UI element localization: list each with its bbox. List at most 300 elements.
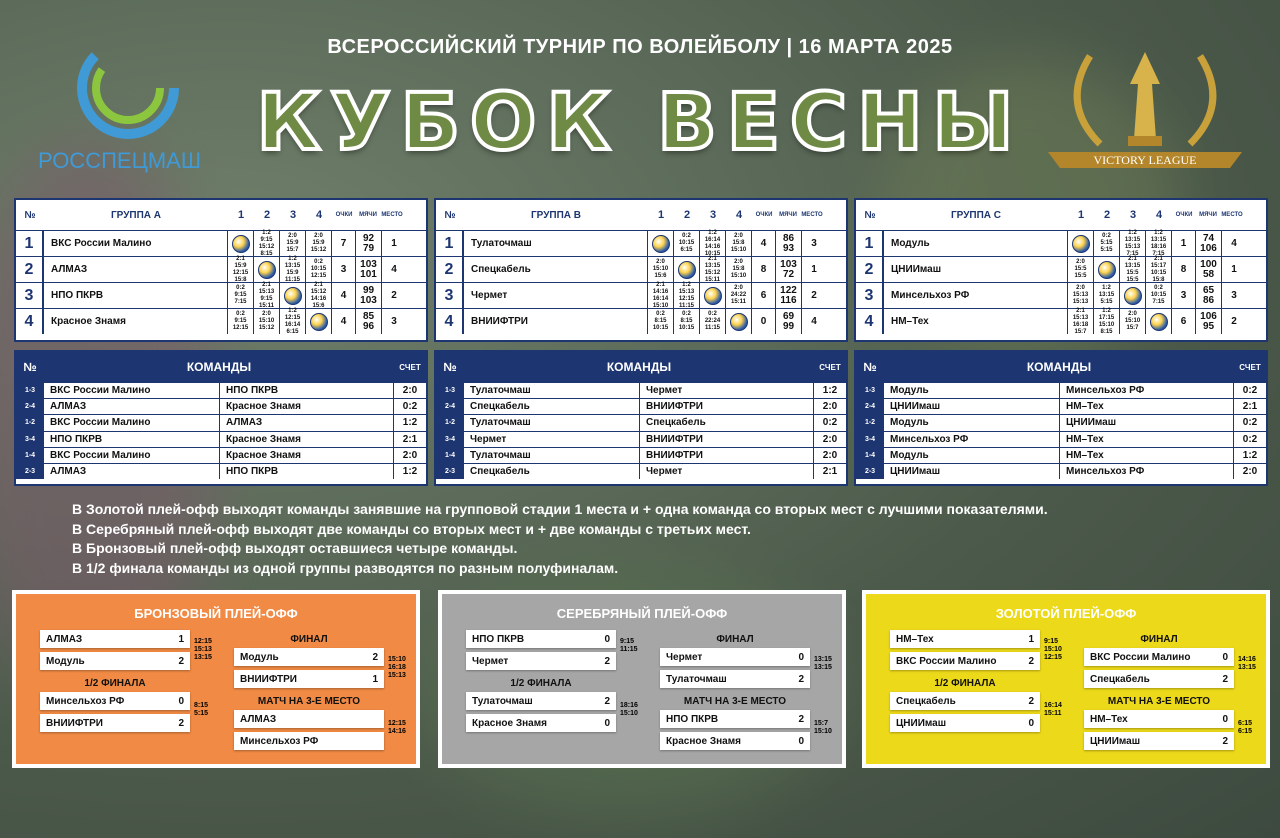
col-balls: МЯЧИ xyxy=(359,212,377,218)
team-home: ЦНИИмаш xyxy=(884,464,1060,479)
col-team-2: 2 xyxy=(683,209,691,221)
team-name: АЛМАЗ xyxy=(46,633,83,645)
result-cell: 2:0 15:10 15:7 xyxy=(1120,309,1146,334)
match-pair: 2-4 xyxy=(856,399,884,414)
bracket-team xyxy=(1084,710,1234,728)
group-table-header xyxy=(16,200,426,230)
team-name: Красное Знамя xyxy=(666,735,741,747)
bracket-team xyxy=(40,652,190,670)
match-score: 2:0 xyxy=(822,449,838,461)
semifinal-label: 1/2 ФИНАЛА xyxy=(84,678,146,689)
match-row xyxy=(856,447,1266,463)
bracket-team xyxy=(1084,732,1234,750)
team-name: НМ–Тех xyxy=(896,633,934,645)
match-row xyxy=(856,382,1266,398)
match-row xyxy=(16,398,426,414)
match-pair: 1-4 xyxy=(436,448,464,463)
match-score: 0:2 xyxy=(402,401,418,413)
team-score: 2 xyxy=(604,695,610,707)
bracket-team xyxy=(660,648,810,666)
diagonal-cell xyxy=(306,309,332,334)
team-away: ВНИИФТРИ xyxy=(640,432,814,447)
team-away: АЛМАЗ xyxy=(220,415,394,430)
result-cell: 2:1 13:15 15:12 15:11 xyxy=(700,257,726,282)
match-pair: 1-2 xyxy=(16,415,44,430)
team-balls: 74 106 xyxy=(1196,231,1222,256)
team-place: 4 xyxy=(391,263,397,275)
team-name: ЦНИИмаш xyxy=(1090,735,1141,747)
team-home: Спецкабель xyxy=(464,399,640,414)
team-home: Минсельхоз РФ xyxy=(884,432,1060,447)
team-name: Спецкабель xyxy=(1090,673,1150,685)
set-scores: 16:14 15:11 xyxy=(1044,702,1062,717)
playoff-title: ЗОЛОТОЙ ПЛЕЙ-ОФФ xyxy=(995,606,1137,621)
match-row xyxy=(436,431,846,447)
third-place-label: МАТЧ НА 3-Е МЕСТО xyxy=(1107,696,1211,707)
bracket-team xyxy=(1084,670,1234,688)
bracket-team xyxy=(890,692,1040,710)
set-scores: 14:16 13:15 xyxy=(1238,656,1256,671)
group-name: ГРУППА А xyxy=(110,209,162,221)
result-cell: 2:0 15:8 15:10 xyxy=(726,257,752,282)
match-row xyxy=(856,414,1266,430)
team-balls: 69 99 xyxy=(776,309,802,334)
match-row xyxy=(856,463,1266,479)
diagonal-cell xyxy=(254,257,280,282)
team-score: 1 xyxy=(1028,633,1034,645)
result-cell: 1:2 17:15 15:10 8:15 xyxy=(1094,309,1120,334)
result-cell: 0:2 10:15 7:15 xyxy=(1146,283,1172,308)
diagonal-cell xyxy=(726,309,752,334)
team-balls: 65 86 xyxy=(1196,283,1222,308)
team-points: 6 xyxy=(1172,309,1196,334)
team-score: 2 xyxy=(1222,735,1228,747)
team-number: 1 xyxy=(856,231,884,256)
team-balls: 122 116 xyxy=(776,283,802,308)
match-score: 0:2 xyxy=(1242,417,1258,429)
team-home: НПО ПКРВ xyxy=(44,432,220,447)
group-table-2 xyxy=(854,198,1268,342)
result-cell: 2:1 15:13 16:18 15:7 xyxy=(1068,309,1094,334)
team-points: 8 xyxy=(1172,257,1196,282)
col-team-1: 1 xyxy=(657,209,665,221)
match-pair: 1-2 xyxy=(436,415,464,430)
team-score: 0 xyxy=(604,717,610,729)
team-away: Красное Знамя xyxy=(220,432,394,447)
result-cell: 2:0 15:8 15:10 xyxy=(726,231,752,256)
match-score: 2:0 xyxy=(1242,466,1258,478)
team-number: 4 xyxy=(856,309,884,334)
result-cell: 1:2 13:15 15:13 7:15 xyxy=(1120,231,1146,256)
team-name: Красное Знамя xyxy=(472,717,547,729)
team-name: ВНИИФТРИ xyxy=(464,309,648,334)
team-name: ЦНИИмаш xyxy=(884,257,1068,282)
team-score: 0 xyxy=(1222,713,1228,725)
matches-header xyxy=(16,352,426,382)
match-score: 1:2 xyxy=(822,385,838,397)
set-scores: 12:15 15:13 13:15 xyxy=(194,638,212,661)
bracket-team xyxy=(890,714,1040,732)
group-name: ГРУППА В xyxy=(530,209,582,221)
group-table-header xyxy=(856,200,1266,230)
team-number: 1 xyxy=(436,231,464,256)
result-cell: 2:0 15:5 15:5 xyxy=(1068,257,1094,282)
set-scores: 9:15 15:10 12:15 xyxy=(1044,638,1062,661)
result-cell: 2:0 15:10 15:12 xyxy=(254,309,280,334)
team-points: 1 xyxy=(1172,231,1196,256)
team-name: Модуль xyxy=(240,651,279,663)
team-name: Чермет xyxy=(472,655,509,667)
team-name: Спецкабель xyxy=(464,257,648,282)
matches-table-2 xyxy=(854,350,1268,486)
match-score: 2:0 xyxy=(402,385,418,397)
team-home: Модуль xyxy=(884,383,1060,398)
team-score: 2 xyxy=(798,673,804,685)
note-line: В 1/2 финала команды из одной группы разводятся по разным полуфиналам. xyxy=(72,559,619,576)
result-cell: 0:2 8:15 10:15 xyxy=(648,309,674,334)
team-score: 2 xyxy=(604,655,610,667)
team-score: 0 xyxy=(798,735,804,747)
bracket-team xyxy=(234,710,384,728)
col-team-3: 3 xyxy=(1129,209,1137,221)
group-row xyxy=(856,282,1266,308)
team-name: АЛМАЗ xyxy=(240,713,277,725)
team-away: ВНИИФТРИ xyxy=(640,399,814,414)
team-away: ВНИИФТРИ xyxy=(640,448,814,463)
rules-notes xyxy=(72,500,1048,578)
team-away: Чермет xyxy=(640,383,814,398)
col-team-4: 4 xyxy=(1155,209,1163,221)
group-row xyxy=(436,308,846,334)
match-pair: 1-3 xyxy=(436,383,464,398)
team-away: НПО ПКРВ xyxy=(220,464,394,479)
team-place: 4 xyxy=(811,315,817,327)
col-points: ОЧКИ xyxy=(755,212,773,218)
match-row xyxy=(436,398,846,414)
team-home: Модуль xyxy=(884,448,1060,463)
diagonal-cell xyxy=(1146,309,1172,334)
team-score: 2 xyxy=(1028,655,1034,667)
diagonal-cell xyxy=(1068,231,1094,256)
team-home: АЛМАЗ xyxy=(44,464,220,479)
diagonal-cell xyxy=(700,283,726,308)
group-row xyxy=(436,282,846,308)
team-score: 0 xyxy=(178,695,184,707)
set-scores: 18:16 15:10 xyxy=(620,702,638,717)
team-name: Красное Знамя xyxy=(44,309,228,334)
result-cell: 2:0 15:9 15:7 xyxy=(280,231,306,256)
volleyball-icon xyxy=(258,261,276,279)
team-name: ВНИИФТРИ xyxy=(46,717,103,729)
group-row xyxy=(16,282,426,308)
result-cell: 0:2 10:15 6:15 xyxy=(674,231,700,256)
third-place-label: МАТЧ НА 3-Е МЕСТО xyxy=(257,696,361,707)
team-name: ВКС России Малино xyxy=(896,655,997,667)
group-table-header xyxy=(436,200,846,230)
team-home: ВКС России Малино xyxy=(44,383,220,398)
set-scores: 15:7 15:10 xyxy=(814,720,832,735)
col-team-3: 3 xyxy=(289,209,297,221)
team-name: Спецкабель xyxy=(896,695,956,707)
col-num: № xyxy=(24,209,36,221)
diagonal-cell xyxy=(228,231,254,256)
match-pair: 2-4 xyxy=(436,399,464,414)
volleyball-icon xyxy=(1124,287,1142,305)
matches-header xyxy=(856,352,1266,382)
team-home: ВКС России Малино xyxy=(44,415,220,430)
team-name: ЦНИИмаш xyxy=(896,717,947,729)
team-points: 8 xyxy=(752,257,776,282)
team-number: 3 xyxy=(16,283,44,308)
team-balls: 106 95 xyxy=(1196,309,1222,334)
team-balls: 92 79 xyxy=(356,231,382,256)
team-name: НПО ПКРВ xyxy=(472,633,525,645)
semifinal-label: 1/2 ФИНАЛА xyxy=(934,678,996,689)
team-balls: 86 93 xyxy=(776,231,802,256)
col-num: № xyxy=(23,360,37,374)
col-team-3: 3 xyxy=(709,209,717,221)
result-cell: 0:2 5:15 5:15 xyxy=(1094,231,1120,256)
team-balls: 85 96 xyxy=(356,309,382,334)
group-row xyxy=(16,256,426,282)
match-pair: 1-3 xyxy=(856,383,884,398)
team-place: 2 xyxy=(1231,315,1237,327)
playoff-1 xyxy=(438,590,846,768)
bracket-team xyxy=(466,714,616,732)
result-cell: 2:1 15:13 9:15 15:11 xyxy=(254,283,280,308)
col-place: МЕСТО xyxy=(1221,212,1243,218)
logo-text: РОССПЕЦМАШ xyxy=(38,148,202,173)
team-number: 2 xyxy=(436,257,464,282)
team-place: 3 xyxy=(391,315,397,327)
match-score: 0:2 xyxy=(822,417,838,429)
volleyball-icon xyxy=(1072,235,1090,253)
group-row xyxy=(436,230,846,256)
third-place-label: МАТЧ НА 3-Е МЕСТО xyxy=(683,696,787,707)
group-row xyxy=(856,256,1266,282)
volleyball-icon xyxy=(678,261,696,279)
final-label: ФИНАЛ xyxy=(716,634,754,645)
team-balls: 99 103 xyxy=(356,283,382,308)
col-num: № xyxy=(444,209,456,221)
team-away: НМ–Тех xyxy=(1060,432,1234,447)
team-home: Тулаточмаш xyxy=(464,383,640,398)
col-team-1: 1 xyxy=(1077,209,1085,221)
team-score: 2 xyxy=(1222,673,1228,685)
team-away: Минсельхоз РФ xyxy=(1060,464,1234,479)
result-cell: 2:0 24:22 15:11 xyxy=(726,283,752,308)
team-name: НПО ПКРВ xyxy=(44,283,228,308)
team-name: Чермет xyxy=(666,651,703,663)
team-score: 1 xyxy=(178,633,184,645)
team-home: Тулаточмаш xyxy=(464,415,640,430)
diagonal-cell xyxy=(648,231,674,256)
group-table-1 xyxy=(434,198,848,342)
bracket-team xyxy=(466,692,616,710)
playoff-title: СЕРЕБРЯНЫЙ ПЛЕЙ-ОФФ xyxy=(556,606,728,621)
team-score: 0 xyxy=(1222,651,1228,663)
diagonal-cell xyxy=(280,283,306,308)
match-score: 1:2 xyxy=(1242,449,1258,461)
match-pair: 1-3 xyxy=(16,383,44,398)
team-points: 0 xyxy=(752,309,776,334)
team-score: 0 xyxy=(604,633,610,645)
result-cell: 1:2 9:15 15:12 8:15 xyxy=(254,231,280,256)
final-label: ФИНАЛ xyxy=(290,634,328,645)
match-pair: 2-3 xyxy=(856,464,884,479)
bracket-team xyxy=(466,630,616,648)
result-cell: 0:2 8:15 10:15 xyxy=(674,309,700,334)
result-cell: 1:2 13:15 15:9 11:15 xyxy=(280,257,306,282)
team-name: НПО ПКРВ xyxy=(666,713,719,725)
volleyball-icon xyxy=(652,235,670,253)
result-cell: 0:2 9:15 12:15 xyxy=(228,309,254,334)
playoff-title: БРОНЗОВЫЙ ПЛЕЙ-ОФФ xyxy=(134,606,298,621)
col-team-1: 1 xyxy=(237,209,245,221)
team-name: Тулаточмаш xyxy=(472,695,533,707)
result-cell: 1:2 15:13 12:15 11:15 xyxy=(674,283,700,308)
match-row xyxy=(856,431,1266,447)
playoff-0 xyxy=(12,590,420,768)
set-scores: 8:15 5:15 xyxy=(194,702,209,717)
result-cell: 2:1 15:17 10:15 15:8 xyxy=(1146,257,1172,282)
volleyball-icon xyxy=(232,235,250,253)
bracket-team xyxy=(890,630,1040,648)
team-name: АЛМАЗ xyxy=(44,257,228,282)
team-home: Чермет xyxy=(464,432,640,447)
match-row xyxy=(436,414,846,430)
team-name: Минсельхоз РФ xyxy=(240,735,319,747)
match-row xyxy=(436,382,846,398)
team-away: НМ–Тех xyxy=(1060,448,1234,463)
matches-header xyxy=(436,352,846,382)
team-balls: 100 58 xyxy=(1196,257,1222,282)
team-name: Минсельхоз РФ xyxy=(46,695,125,707)
col-score: СЧЕТ xyxy=(819,362,841,372)
match-score: 2:1 xyxy=(402,433,418,445)
match-pair: 2-3 xyxy=(16,464,44,479)
set-scores: 12:15 14:16 xyxy=(388,720,406,735)
group-row xyxy=(856,230,1266,256)
team-place: 2 xyxy=(811,289,817,301)
team-number: 4 xyxy=(16,309,44,334)
team-home: Тулаточмаш xyxy=(464,448,640,463)
match-pair: 1-4 xyxy=(16,448,44,463)
result-cell: 2:1 15:9 12:15 15:8 xyxy=(228,257,254,282)
bracket-team xyxy=(890,652,1040,670)
team-home: ЦНИИмаш xyxy=(884,399,1060,414)
team-points: 6 xyxy=(752,283,776,308)
match-score: 2:1 xyxy=(1242,401,1258,413)
team-balls: 103 72 xyxy=(776,257,802,282)
note-line: В Бронзовый плей-офф выходят оставшиеся четыре команды. xyxy=(72,540,518,556)
victory-league-logo xyxy=(1040,44,1250,172)
team-place: 1 xyxy=(1231,263,1237,275)
team-score: 0 xyxy=(798,651,804,663)
volleyball-icon xyxy=(704,287,722,305)
matches-table-1 xyxy=(434,350,848,486)
team-away: Красное Знамя xyxy=(220,399,394,414)
match-pair: 2-3 xyxy=(436,464,464,479)
col-place: МЕСТО xyxy=(381,212,403,218)
result-cell: 1:2 16:14 14:16 10:15 xyxy=(700,231,726,256)
result-cell: 0:2 9:15 7:15 xyxy=(228,283,254,308)
team-name: Чермет xyxy=(464,283,648,308)
team-home: Модуль xyxy=(884,415,1060,430)
match-row xyxy=(436,447,846,463)
diagonal-cell xyxy=(1094,257,1120,282)
col-team-4: 4 xyxy=(735,209,743,221)
match-pair: 3-4 xyxy=(856,432,884,447)
team-points: 3 xyxy=(332,257,356,282)
team-points: 3 xyxy=(1172,283,1196,308)
result-cell: 2:0 15:13 15:13 xyxy=(1068,283,1094,308)
group-row xyxy=(16,308,426,334)
team-score: 2 xyxy=(372,651,378,663)
match-pair: 2-4 xyxy=(16,399,44,414)
team-points: 4 xyxy=(752,231,776,256)
match-score: 2:0 xyxy=(822,401,838,413)
team-name: НМ–Тех xyxy=(884,309,1068,334)
col-points: ОЧКИ xyxy=(335,212,353,218)
bracket-team xyxy=(660,670,810,688)
team-place: 3 xyxy=(811,237,817,249)
group-row xyxy=(436,256,846,282)
team-name: Минсельхоз РФ xyxy=(884,283,1068,308)
team-name: Тулаточмаш xyxy=(464,231,648,256)
team-number: 1 xyxy=(16,231,44,256)
team-name: НМ–Тех xyxy=(1090,713,1128,725)
col-points: ОЧКИ xyxy=(1175,212,1193,218)
matches-table-0 xyxy=(14,350,428,486)
note-line: В Серебряный плей-офф выходят две команды со вторых мест и + две команды с третьих мест. xyxy=(72,520,751,537)
result-cell: 1:2 12:15 16:14 6:15 xyxy=(280,309,306,334)
match-row xyxy=(16,463,426,479)
bracket-team xyxy=(1084,648,1234,666)
result-cell: 1:2 13:15 18:16 7:15 xyxy=(1146,231,1172,256)
logo-right-text: VICTORY LEAGUE xyxy=(1093,153,1197,167)
team-points: 7 xyxy=(332,231,356,256)
col-team-4: 4 xyxy=(315,209,323,221)
bracket-team xyxy=(234,670,384,688)
team-name: ВНИИФТРИ xyxy=(240,673,297,685)
match-score: 2:0 xyxy=(822,433,838,445)
set-scores: 9:15 11:15 xyxy=(620,638,638,653)
match-score: 1:2 xyxy=(402,466,418,478)
team-score: 1 xyxy=(372,673,378,685)
team-name: Модуль xyxy=(46,655,85,667)
team-away: Красное Знамя xyxy=(220,448,394,463)
result-cell: 2:1 14:16 16:14 15:10 xyxy=(648,283,674,308)
bracket-team xyxy=(234,732,384,750)
match-row xyxy=(16,382,426,398)
team-points: 4 xyxy=(332,309,356,334)
match-row xyxy=(16,414,426,430)
team-away: НПО ПКРВ xyxy=(220,383,394,398)
team-number: 2 xyxy=(16,257,44,282)
team-score: 2 xyxy=(178,655,184,667)
bracket-team xyxy=(40,714,190,732)
playoff-2 xyxy=(862,590,1270,768)
result-cell: 2:1 13:15 15:5 15:5 xyxy=(1120,257,1146,282)
match-row xyxy=(856,398,1266,414)
team-place: 4 xyxy=(1231,237,1237,249)
match-score: 0:2 xyxy=(1242,385,1258,397)
team-score: 0 xyxy=(1028,717,1034,729)
team-away: НМ–Тех xyxy=(1060,399,1234,414)
set-scores: 15:10 16:18 15:13 xyxy=(388,656,406,679)
bracket-team xyxy=(466,652,616,670)
